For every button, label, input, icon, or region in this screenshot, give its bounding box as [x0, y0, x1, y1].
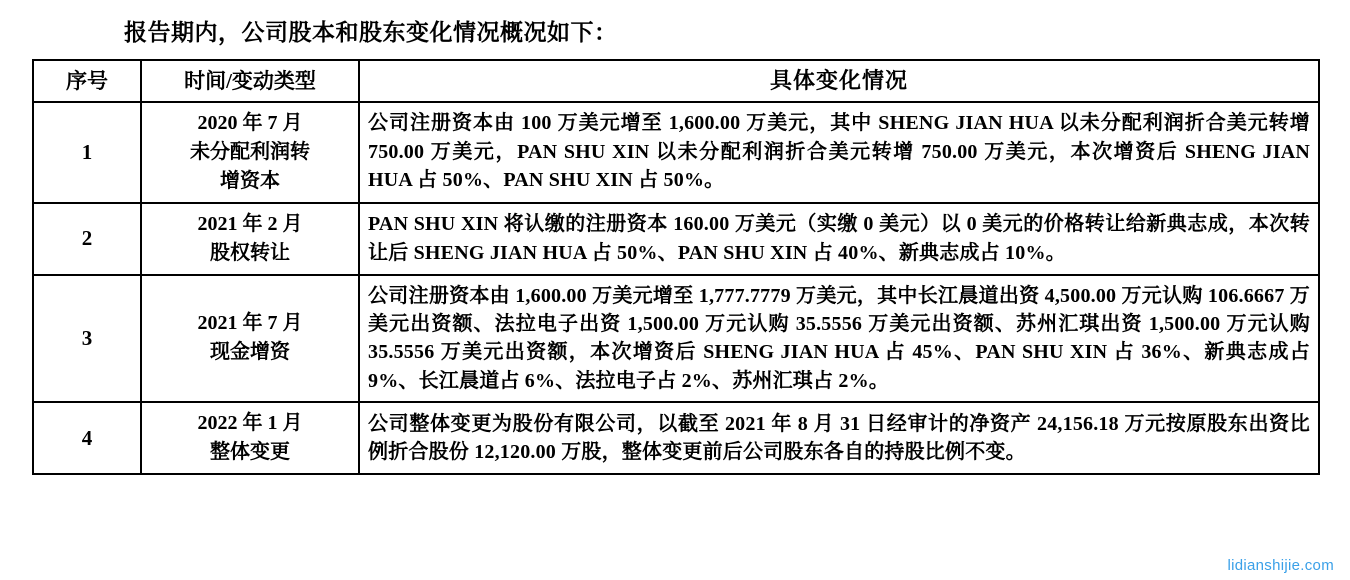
- table-row: [33, 275, 1319, 403]
- table-header-row: [33, 60, 1319, 102]
- row-number: 1: [33, 102, 141, 203]
- row-time-line: 2020 年 7 月: [197, 111, 303, 134]
- share-change-table: [32, 59, 1320, 475]
- column-header-no: 序号: [33, 60, 141, 102]
- table-row: [33, 402, 1319, 474]
- row-time-line: 2021 年 2 月: [197, 212, 303, 235]
- row-number: 2: [33, 203, 141, 275]
- watermark: lidianshijie.com: [1227, 557, 1334, 574]
- row-type-line: 未分配利润转: [190, 140, 310, 163]
- row-detail: 公司整体变更为股份有限公司，以截至 2021 年 8 月 31 日经审计的净资产 24,156.18 万元按原股东出资比例折合股份 12,120.00 万股，整体变更前后公司股东各自的持股比例不变。: [359, 402, 1319, 474]
- table-header: [33, 60, 1319, 102]
- row-type-line: 股权转让: [210, 241, 290, 264]
- row-number: 3: [33, 275, 141, 403]
- row-type-line-2: 增资本: [220, 169, 280, 192]
- row-time-line: 2022 年 1 月: [197, 412, 303, 435]
- row-time-line: 2021 年 7 月: [197, 312, 303, 335]
- row-type-line: 现金增资: [210, 341, 290, 364]
- table-body: [33, 102, 1319, 475]
- row-time-type: [141, 203, 359, 275]
- column-header-detail: 具体变化情况: [359, 60, 1319, 102]
- row-detail: PAN SHU XIN 将认缴的注册资本 160.00 万美元（实缴 0 美元）以 0 美元的价格转让给新典志成，本次转让后 SHENG JIAN HUA 占 50%、PAN SHU XIN 占 40%、新典志成占 10%。: [359, 203, 1319, 275]
- table-row: [33, 203, 1319, 275]
- row-number: 4: [33, 402, 141, 474]
- row-time-type: [141, 102, 359, 203]
- intro-paragraph: 报告期内，公司股本和股东变化情况概况如下：: [124, 20, 618, 45]
- row-detail: 公司注册资本由 1,600.00 万美元增至 1,777.7779 万美元，其中长江晨道出资 4,500.00 万元认购 106.6667 万美元出资额、法拉电子出资 1,500.00 万元认购 35.5556 万美元出资额、苏州汇琪出资 1,500.00 万元认购 35.5556 万美元出资额，本次增资后 SHENG JIAN HUA 占 45%、PAN SHU XIN 占 36%、新典志成占 9%、长江晨道占 6%、法拉电子占 2%、苏州汇琪占 2%。: [359, 275, 1319, 403]
- table-row: [33, 102, 1319, 203]
- row-type-line: 整体变更: [210, 441, 290, 464]
- column-header-time-type: 时间/变动类型: [141, 60, 359, 102]
- row-detail: 公司注册资本由 100 万美元增至 1,600.00 万美元，其中 SHENG JIAN HUA 以未分配利润折合美元转增 750.00 万美元，PAN SHU XIN 以未分配利润折合美元转增 750.00 万美元，本次增资后 SHENG JIAN HUA 占 50%、PAN SHU XIN 占 50%。: [359, 102, 1319, 203]
- row-time-type: [141, 275, 359, 403]
- row-time-type: [141, 402, 359, 474]
